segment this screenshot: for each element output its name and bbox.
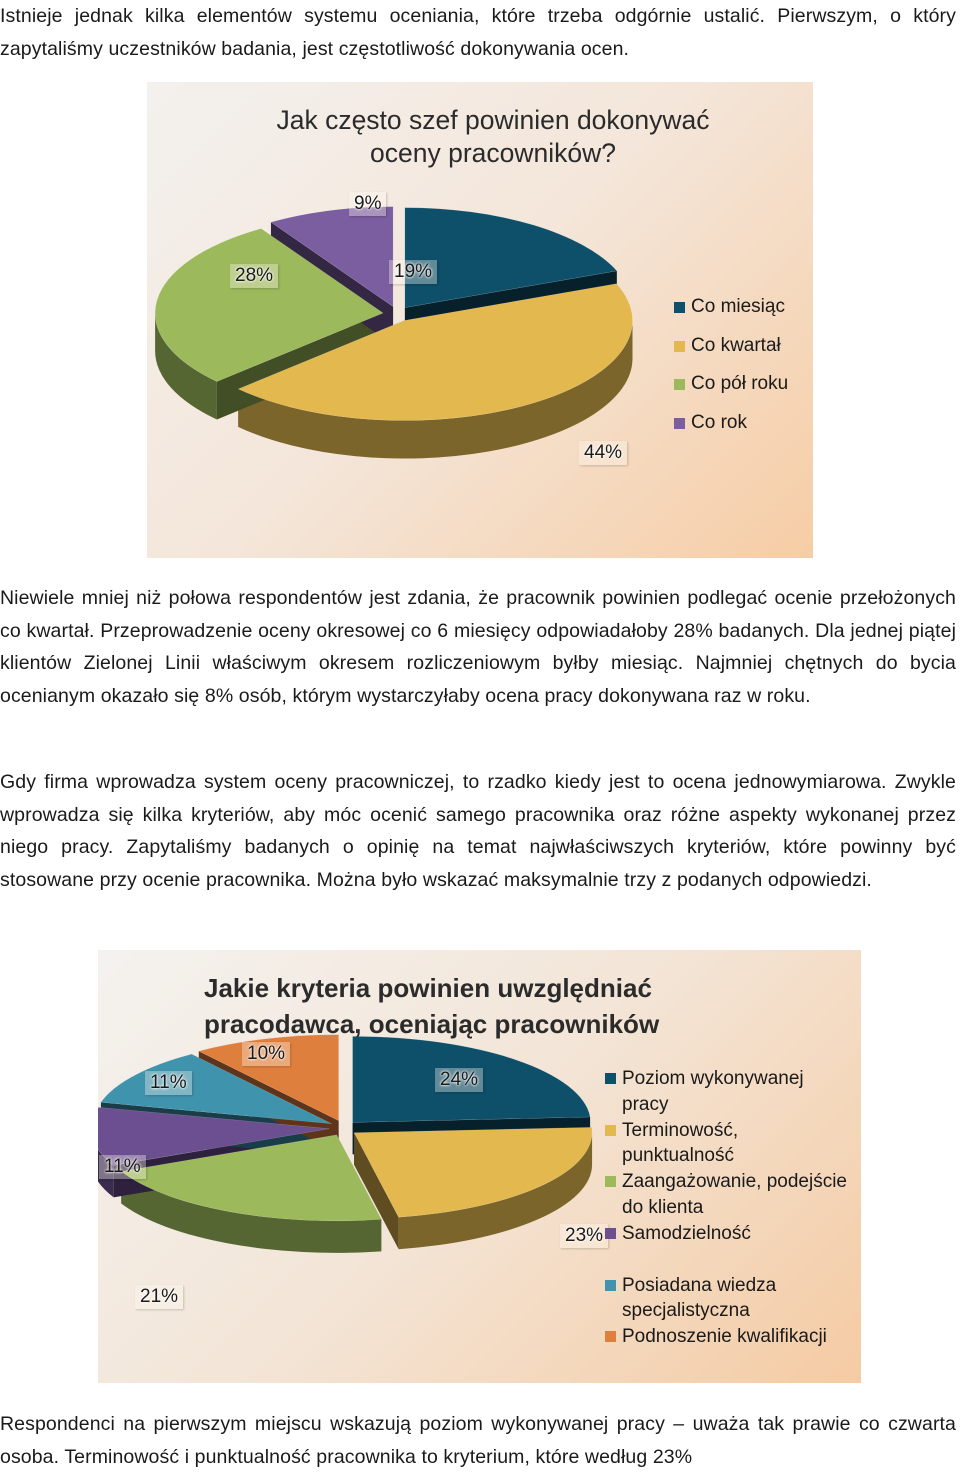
legend-item-samodzielnosc: [605, 1221, 850, 1247]
legend-item-co-miesiac: [674, 294, 813, 333]
criteria-chart-title: Jakie kryteria powinien uwzględniać pracodawca, oceniając pracowników: [204, 973, 660, 1039]
legend-label: Co kwartał: [691, 334, 781, 356]
criteria-summary-paragraph: Respondenci na pierwszym miejscu wskazują poziom wykonywanej pracy – uważa tak prawie co czwarta osoba. Terminowość i punktualność pracownika to kryterium, które według 23%: [0, 1413, 956, 1468]
legend-label: Posiadana wiedza specjalistyczna: [622, 1274, 777, 1322]
legend-label: Co pół roku: [691, 373, 789, 394]
legend-swatch: [605, 1176, 616, 1187]
legend-label: Co miesiąc: [691, 296, 785, 317]
legend-item-co-kwartal: [674, 333, 813, 372]
legend-swatch: [674, 379, 685, 390]
data-label-kwalifikacje: 10%: [242, 1042, 290, 1066]
frequency-chart-legend: [674, 294, 813, 448]
data-label-wiedza: 11%: [145, 1071, 192, 1095]
criteria-pie-chart: [98, 950, 861, 1383]
legend-item-wiedza: [605, 1273, 850, 1325]
data-label-poziom: 24%: [435, 1068, 483, 1092]
data-label-co-miesiac: 19%: [389, 260, 437, 284]
legend-item-zaangazowanie: [605, 1169, 850, 1221]
data-label-co-kwartal: 44%: [579, 441, 627, 465]
frequency-chart-title: Jak często szef powinien dokonywać oceny pracowników?: [276, 105, 710, 169]
legend-swatch: [605, 1073, 616, 1084]
legend-item-kwalifikacje: [605, 1324, 850, 1350]
criteria-intro-paragraph: Gdy firma wprowadza system oceny pracowniczej, to rzadko kiedy jest to ocena jednowymiarowa. Zwykle wprowadza się kilka kryteriów, aby móc ocenić samego pracownika oraz różne aspekty wykonanej przez niego pracy. Zapytaliśmy badanych o opinię na temat najwłaściwszych kryteriów, które powinny być stosowane przy ocenie pracownika. Można było wskazać maksymalnie trzy z podanych odpowiedzi.: [0, 771, 956, 891]
legend-swatch: [674, 302, 685, 313]
intro-paragraph: Istnieje jednak kilka elementów systemu oceniania, które trzeba odgórnie ustalić. Pierwszym, o który zapytaliśmy uczestników badania, jest częstotliwość dokonywania ocen.: [0, 5, 956, 60]
data-label-co-rok: 9%: [349, 192, 386, 216]
legend-label: Co rok: [691, 411, 747, 433]
legend-swatch: [605, 1228, 616, 1239]
legend-label: Terminowość, punktualność: [622, 1119, 739, 1167]
data-label-zaangazowanie: 21%: [135, 1285, 183, 1309]
criteria-chart-legend: [605, 1066, 850, 1350]
legend-label: Samodzielność: [622, 1222, 751, 1244]
legend-label: Podnoszenie kwalifikacji: [622, 1326, 827, 1348]
legend-item-co-pol-roku: [674, 371, 813, 410]
frequency-summary-paragraph: Niewiele mniej niż połowa respondentów jest zdania, że pracownik powinien podlegać ocenie przełożonych co kwartał. Przeprowadzenie oceny okresowej co 6 miesięcy odpowiadałoby 28% badanych. Dla jednej piątej klientów Zielonej Linii właściwym okresem rozliczeniowym byłby miesiąc. Najmniej chętnych do bycia ocenianym okazało się 8% osób, którym wystarczyłaby ocena pracy dokonywana raz w roku.: [0, 587, 956, 707]
frequency-pie-chart: [147, 82, 813, 558]
legend-label: Poziom wykonywanej pracy: [622, 1068, 804, 1115]
legend-label: Zaangażowanie, podejście do klienta: [622, 1171, 847, 1218]
legend-swatch: [674, 418, 685, 429]
legend-item-poziom: [605, 1066, 850, 1118]
legend-swatch: [674, 341, 685, 352]
data-label-samodzielnosc: 11%: [99, 1155, 146, 1179]
legend-swatch: [605, 1125, 616, 1136]
data-label-terminowosc: 23%: [560, 1224, 608, 1248]
legend-swatch: [605, 1280, 616, 1291]
legend-swatch: [605, 1331, 616, 1342]
legend-item-terminowosc: [605, 1118, 850, 1170]
legend-item-co-rok: [674, 410, 813, 449]
data-label-co-pol-roku: 28%: [230, 264, 278, 288]
